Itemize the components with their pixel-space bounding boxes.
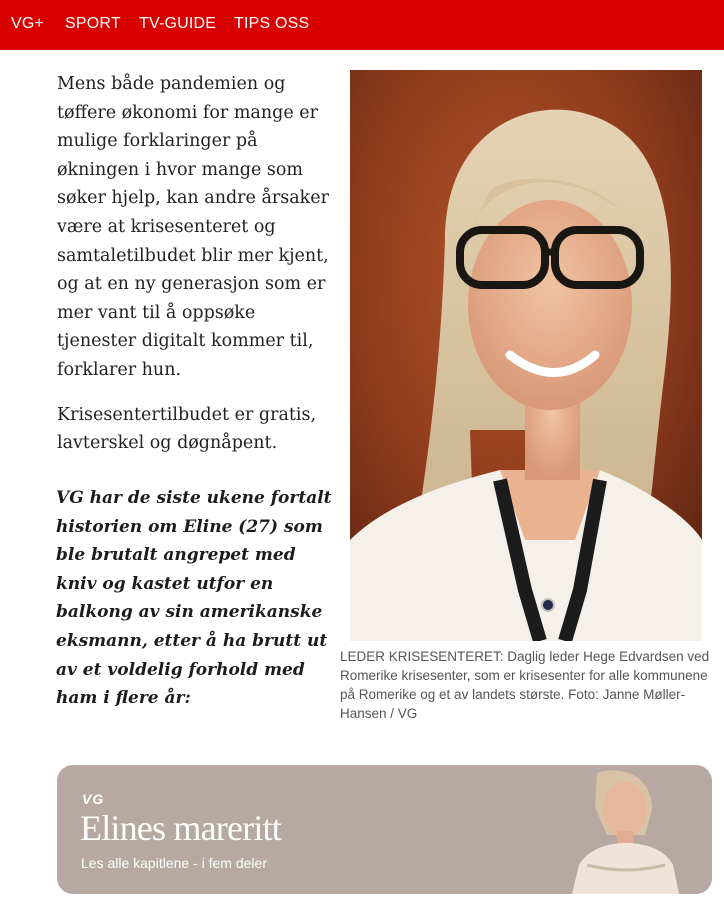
portrait-photo[interactable] xyxy=(350,70,702,641)
nav-item-vgplus[interactable]: VG+ xyxy=(11,15,45,32)
top-navigation xyxy=(0,0,724,50)
promo-portrait-illustration xyxy=(527,765,712,894)
portrait-illustration xyxy=(350,70,702,641)
vg-logo: VG xyxy=(82,791,105,807)
photo-caption: LEDER KRISESENTERET: Daglig leder Hege Edvardsen ved Romerike krisesenter, som er krisesenter for alle kommunene på Romerike og et av landets største. Foto: Janne Møller-Hansen / VG xyxy=(340,649,710,721)
promo-subtitle: Les alle kapitlene - i fem deler xyxy=(81,855,267,871)
nav-item-tv-guide[interactable]: TV-GUIDE xyxy=(139,15,217,32)
article-paragraph: Mens både pandemien og tøffere økonomi for mange er mulige forklaringer på økningen i hvor mange som søker hjelp, kan andre årsaker være at krisesenteret og samtaletilbudet blir mer kjent, og at en ny generasjon som er mer vant til å oppsøke tjenester digitalt kommer til, forklarer hun. xyxy=(57,74,329,380)
promo-title: Elines mareritt xyxy=(80,808,281,848)
article-body xyxy=(57,70,332,474)
series-promo-banner[interactable] xyxy=(57,765,712,894)
nav-item-tips-oss[interactable]: TIPS OSS xyxy=(234,15,310,32)
article-lead-italic: VG har de siste ukene fortalt historien om Eline (27) som ble brutalt angrepet med kniv og kastet utfor en balkong av sin amerikanske eksmann, etter å ha brutt ut av et voldelig forhold med ham i flere år: xyxy=(56,488,332,709)
nav-item-sport[interactable]: SPORT xyxy=(65,15,121,32)
article-paragraph: Krisesentertilbudet er gratis, lavterskel og døgnåpent. xyxy=(57,404,317,454)
